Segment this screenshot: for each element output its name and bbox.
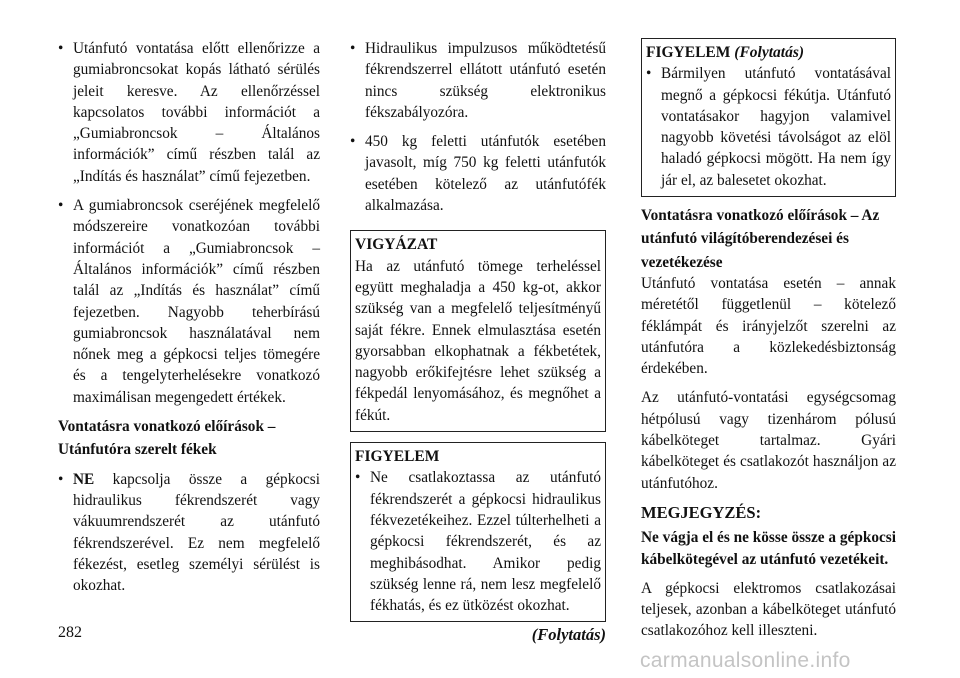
watermark: carmanualsonline.info (640, 649, 851, 672)
bullet-do-not-connect (58, 469, 320, 597)
section-heading-trailer-brakes (58, 416, 320, 461)
emphasis-ne: NE (73, 470, 95, 488)
bullet-hydraulic-brake: • Hidraulikus impulzusos működtetésű fékrendszerrel ellátott utánfutó esetén nincs szükség elektronikus fékszabályozóra. (350, 38, 606, 123)
column-right (641, 38, 896, 650)
continued-label: (Folytatás) (531, 625, 606, 645)
caution-continued: (Folytatás) (734, 44, 805, 61)
note-bold-text: Ne vágja el és ne kösse össze a gépkocsi kábelkötegével az utánfutó vezetékeit. (641, 529, 896, 568)
bullet-tire-replacement: • A gumiabroncsok cseréjének megfelelő módszereire vonatkozóan további információt a „Gumiabroncsok – Általános információk” című részben talál az „Indítás és használat” című fejezetben. Nagyobb teherbírású gumiabroncsok használatával nem nőnek meg a gépkocsi teljes tömegére és a tengelyterhelésekre vonatkozó maximálisan megengedett értékek. (58, 195, 320, 408)
paragraph-harness: Az utánfutó-vontatási egységcsomag hétpólusú vagy tizenhárom pólusú kábelköteget tartalmaz. Gyári kábelköteget és csatlakozót használjon az utánfutóhoz. (641, 389, 896, 492)
caution-bullet: • Bármilyen utánfutó vontatásával megnő a gépkocsi fékútja. Utánfutó vontatásakor hagyjon valamivel nagyobb követési távolságot az elöl haladó gépkocsi mögött. Ha nem így jár el, az balesetet okozhat. (646, 63, 891, 191)
heading-line: vezetékezése (641, 253, 723, 271)
warning-title: VIGYÁZAT (355, 236, 438, 254)
caution-box (350, 442, 606, 622)
heading-line: Vontatásra vonatkozó előírások – Az (641, 207, 880, 225)
heading-line: utánfutó világítóberendezései és (641, 230, 849, 248)
heading-line: Vontatásra vonatkozó előírások – (58, 418, 276, 436)
bullet-weight-limits: • 450 kg feletti utánfutók esetében javasolt, míg 750 kg feletti utánfutók esetében kötelező az utánfutófék alkalmazása. (350, 131, 606, 216)
paragraph-lamps: Utánfutó vontatása esetén – annak méretétől függetlenül – kötelező féklámpát és irányjelzőt szerelni az utánfutóra a közlekedésbiztonság érdekében. (641, 274, 896, 378)
caution-box-continued (641, 38, 896, 197)
caution-title: FIGYELEM (355, 448, 440, 466)
bullet-text: kapcsolja össze a gépkocsi hidraulikus fékrendszerét vagy vákuumrendszerét az utánfutó fékrendszerével. Ez nem megfelelő fékezést, esetleg személyi sérülést is okozhat. (73, 470, 320, 595)
warning-text: Ha az utánfutó tömege terheléssel együtt meghaladja a 450 kg-ot, akkor szükség van a megfelelő teljesítményű saját fékre. Ennek elmulasztása esetén gyorsabban elkophatnak a fékbetétek, nagyobb erőkifejtésre lehet szükség a fékpedál lenyomásához, és megnőhet a fékút. (355, 257, 601, 424)
note-title: MEGJEGYZÉS: (641, 502, 762, 522)
caution-title-text: FIGYELEM (646, 44, 731, 61)
column-middle (350, 38, 606, 646)
column-left (58, 38, 320, 604)
bullet-tire-check: • Utánfutó vontatása előtt ellenőrizze a gumiabroncsokat kopás látható sérülés jeleit keresve. Az ellenőrzéssel kapcsolatos további információt a „Gumiabroncsok – Általános információk” című részben talál az „Indítás és használat” című fejezetben. (58, 38, 320, 187)
caution-bullet: • Ne csatlakoztassa az utánfutó fékrendszerét a gépkocsi hidraulikus fékvezetékeihez. Ezzel túlterhelheti a gépkocsi fékrendszerét, és az meghibásodhat. Amikor pedig szükség lenne rá, nem lesz megfelelő fékhatás, és ez ütközést okozhat. (355, 467, 601, 616)
page-number: 282 (58, 624, 82, 641)
caution-title (646, 42, 891, 63)
section-heading-lighting (641, 205, 896, 273)
paragraph-connections: A gépkocsi elektromos csatlakozásai teljesek, azonban a kábelköteget utánfutó csatlakozóhoz kell illeszteni. (641, 579, 896, 640)
warning-box (350, 230, 606, 432)
heading-line: Utánfutóra szerelt fékek (58, 441, 217, 459)
